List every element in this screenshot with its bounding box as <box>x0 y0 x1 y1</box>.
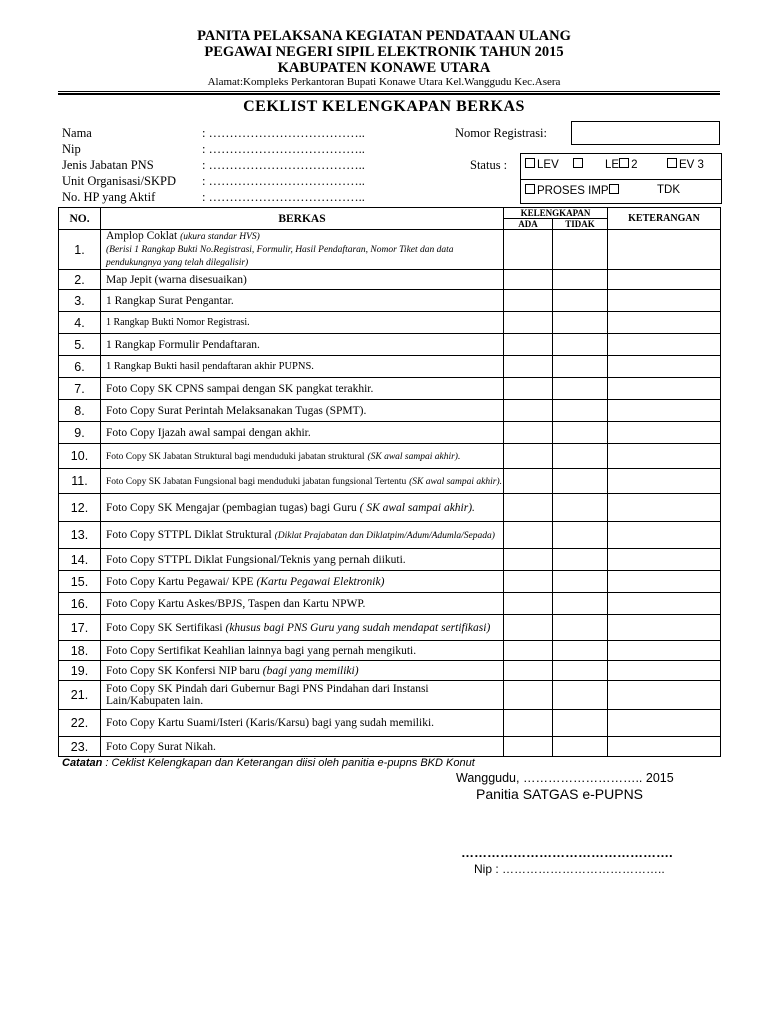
row-number: 16. <box>59 593 101 615</box>
row-number: 19. <box>59 661 101 681</box>
status-options-box <box>520 153 722 204</box>
cell-tidak[interactable] <box>553 661 608 681</box>
cell-tidak[interactable] <box>553 593 608 615</box>
table-row <box>59 230 721 270</box>
field-value-jenis-jabatan[interactable]: : ……………………………….. <box>202 158 365 172</box>
row-number: 14. <box>59 549 101 571</box>
row-number: 2. <box>59 270 101 290</box>
row-berkas: Foto Copy SK Jabatan Fungsional bagi menduduki jabatan fungsional Tertentu (SK awal sampai akhir). <box>101 469 504 494</box>
cell-ada[interactable] <box>504 290 553 312</box>
cell-tidak[interactable] <box>553 290 608 312</box>
table-row <box>59 334 721 356</box>
cell-keterangan[interactable] <box>608 641 721 661</box>
row-number: 8. <box>59 400 101 422</box>
status-option-lev1[interactable]: LEV <box>525 158 559 171</box>
cell-ada[interactable] <box>504 444 553 469</box>
row-berkas: Foto Copy STTPL Diklat Fungsional/Teknis yang pernah diikuti. <box>101 549 504 571</box>
cell-keterangan[interactable] <box>608 334 721 356</box>
cell-ada[interactable] <box>504 661 553 681</box>
table-row <box>59 270 721 290</box>
status-option-proses-impasing[interactable]: PROSES IMP <box>525 184 621 197</box>
cell-tidak[interactable] <box>553 549 608 571</box>
cell-ada[interactable] <box>504 571 553 593</box>
row-berkas: Foto Copy Sertifikat Keahlian lainnya bagi yang pernah mengikuti. <box>101 641 504 661</box>
table-row <box>59 710 721 737</box>
row-berkas: Foto Copy Ijazah awal sampai dengan akhir. <box>101 422 504 444</box>
cell-tidak[interactable] <box>553 571 608 593</box>
cell-keterangan[interactable] <box>608 593 721 615</box>
registrasi-label: Nomor Registrasi: <box>455 126 548 140</box>
cell-keterangan[interactable] <box>608 681 721 710</box>
col-header-keterangan: KETERANGAN <box>608 208 721 230</box>
row-number: 11. <box>59 469 101 494</box>
row-number: 3. <box>59 290 101 312</box>
row-number: 9. <box>59 422 101 444</box>
table-row <box>59 378 721 400</box>
row-berkas: 1 Rangkap Bukti hasil pendaftaran akhir PUPNS. <box>101 356 504 378</box>
cell-keterangan[interactable] <box>608 270 721 290</box>
registrasi-input-box[interactable] <box>571 121 720 145</box>
cell-keterangan[interactable] <box>608 469 721 494</box>
cell-ada[interactable] <box>504 270 553 290</box>
row-number: 17. <box>59 615 101 641</box>
field-value-no-hp[interactable]: : ……………………………….. <box>202 190 365 204</box>
header-divider <box>58 91 720 92</box>
row-berkas: Foto Copy SK Konfersi NIP baru (bagi yang memiliki) <box>101 661 504 681</box>
checkbox-icon <box>619 158 629 168</box>
row-berkas: Foto Copy Kartu Askes/BPJS, Taspen dan Kartu NPWP. <box>101 593 504 615</box>
row-number: 15. <box>59 571 101 593</box>
cell-tidak[interactable] <box>553 312 608 334</box>
cell-keterangan[interactable] <box>608 522 721 549</box>
col-header-kelengkapan: KELENGKAPAN <box>504 208 608 219</box>
checkbox-icon <box>525 184 535 194</box>
table-row <box>59 422 721 444</box>
cell-keterangan[interactable] <box>608 737 721 757</box>
table-row <box>59 641 721 661</box>
col-header-ada: ADA <box>504 219 553 230</box>
table-row <box>59 469 721 494</box>
row-berkas: Foto Copy STTPL Diklat Struktural (Diklat Prajabatan dan Diklatpim/Adum/Adumla/Sepada) <box>101 522 504 549</box>
cell-keterangan[interactable] <box>608 615 721 641</box>
field-label-nama: Nama <box>62 126 92 140</box>
table-row <box>59 494 721 522</box>
cell-tidak[interactable] <box>553 469 608 494</box>
cell-keterangan[interactable] <box>608 422 721 444</box>
cell-keterangan[interactable] <box>608 378 721 400</box>
signer-nip: Nip : ………………………………….. <box>474 862 665 876</box>
table-row <box>59 312 721 334</box>
field-label-no-hp: No. HP yang Aktif <box>62 190 156 204</box>
cell-ada[interactable] <box>504 400 553 422</box>
status-label: Status : <box>470 158 508 172</box>
row-number: 22. <box>59 710 101 737</box>
row-number: 1. <box>59 230 101 270</box>
org-title-line2: PEGAWAI NEGERI SIPIL ELEKTRONIK TAHUN 2015 <box>204 44 564 60</box>
row-number: 21. <box>59 681 101 710</box>
cell-tidak[interactable] <box>553 641 608 661</box>
row-berkas: Foto Copy SK Pindah dari Gubernur Bagi PNS Pindahan dari Instansi Lain/Kabupaten lain. <box>101 681 504 710</box>
cell-keterangan[interactable] <box>608 710 721 737</box>
table-row <box>59 549 721 571</box>
field-label-unit-organisasi: Unit Organisasi/SKPD <box>62 174 177 188</box>
table-row <box>59 737 721 757</box>
cell-tidak[interactable] <box>553 737 608 757</box>
cell-tidak[interactable] <box>553 356 608 378</box>
field-value-nama[interactable]: : ……………………………….. <box>202 126 365 140</box>
table-row <box>59 356 721 378</box>
row-number: 23. <box>59 737 101 757</box>
col-header-no: NO. <box>59 208 101 230</box>
row-number: 13. <box>59 522 101 549</box>
cell-ada[interactable] <box>504 422 553 444</box>
signature-line: …………………………………………. <box>461 845 673 860</box>
status-option-tdk[interactable]: TDK <box>657 184 680 196</box>
row-number: 18. <box>59 641 101 661</box>
cell-tidak[interactable] <box>553 494 608 522</box>
document-title: CEKLIST KELENGKAPAN BERKAS <box>243 98 525 115</box>
table-row <box>59 444 721 469</box>
row-number: 5. <box>59 334 101 356</box>
cell-ada[interactable] <box>504 641 553 661</box>
org-title-line1: PANITA PELAKSANA KEGIATAN PENDATAAN ULANG <box>197 28 571 44</box>
cell-ada[interactable] <box>504 312 553 334</box>
cell-tidak[interactable] <box>553 710 608 737</box>
cell-ada[interactable] <box>504 710 553 737</box>
row-berkas: Foto Copy Surat Perintah Melaksanakan Tugas (SPMT). <box>101 400 504 422</box>
table-row <box>59 681 721 710</box>
cell-tidak[interactable] <box>553 230 608 270</box>
cell-tidak[interactable] <box>553 378 608 400</box>
cell-ada[interactable] <box>504 615 553 641</box>
cell-keterangan[interactable] <box>608 661 721 681</box>
status-option-checkbox-a[interactable] <box>573 158 585 171</box>
cell-tidak[interactable] <box>553 270 608 290</box>
cell-ada[interactable] <box>504 356 553 378</box>
cell-keterangan[interactable] <box>608 290 721 312</box>
cell-keterangan[interactable] <box>608 571 721 593</box>
row-berkas: Map Jepit (warna disesuaikan) <box>101 270 504 290</box>
cell-keterangan[interactable] <box>608 400 721 422</box>
cell-keterangan[interactable] <box>608 312 721 334</box>
row-number: 12. <box>59 494 101 522</box>
status-box-divider <box>521 179 721 180</box>
col-header-berkas: BERKAS <box>101 208 504 230</box>
checkbox-icon <box>573 158 583 168</box>
cell-keterangan[interactable] <box>608 356 721 378</box>
cell-keterangan[interactable] <box>608 230 721 270</box>
status-option-lev2[interactable]: LE 2 <box>605 159 638 171</box>
cell-tidak[interactable] <box>553 522 608 549</box>
cell-ada[interactable] <box>504 334 553 356</box>
cell-tidak[interactable] <box>553 444 608 469</box>
row-berkas: Foto Copy Kartu Pegawai/ KPE (Kartu Pegawai Elektronik) <box>101 571 504 593</box>
checklist-table <box>58 207 721 757</box>
row-berkas: Foto Copy SK CPNS sampai dengan SK pangkat terakhir. <box>101 378 504 400</box>
row-berkas: Foto Copy Surat Nikah. <box>101 737 504 757</box>
row-number: 4. <box>59 312 101 334</box>
row-berkas: Foto Copy SK Mengajar (pembagian tugas) bagi Guru ( SK awal sampai akhir). <box>101 494 504 522</box>
signer-title: Panitia SATGAS e-PUPNS <box>476 786 644 802</box>
cell-tidak[interactable] <box>553 681 608 710</box>
table-row <box>59 661 721 681</box>
row-berkas: Foto Copy Kartu Suami/Isteri (Karis/Karsu) bagi yang sudah memiliki. <box>101 710 504 737</box>
row-berkas: Foto Copy SK Jabatan Struktural bagi menduduki jabatan struktural (SK awal sampai akhir). <box>101 444 504 469</box>
row-berkas: Amplop Coklat (ukura standar HVS) (Berisi 1 Rangkap Bukti No.Registrasi, Formulir, Hasil Pendaftaran, Nomor Tiket dan data pendukungnya yang telah dilegalisir) <box>101 230 504 270</box>
cell-ada[interactable] <box>504 494 553 522</box>
field-value-unit-organisasi[interactable]: : ……………………………….. <box>202 174 365 188</box>
checkbox-icon <box>667 158 677 168</box>
table-row <box>59 571 721 593</box>
table-row <box>59 522 721 549</box>
checkbox-icon <box>525 158 535 168</box>
cell-tidak[interactable] <box>553 422 608 444</box>
header-divider-thick <box>58 93 720 95</box>
cell-ada[interactable] <box>504 549 553 571</box>
field-label-nip: Nip <box>62 142 81 156</box>
cell-ada[interactable] <box>504 469 553 494</box>
status-option-lev3[interactable]: EV 3 <box>667 158 704 171</box>
table-row <box>59 593 721 615</box>
checkbox-icon <box>609 184 619 194</box>
cell-ada[interactable] <box>504 681 553 710</box>
cell-keterangan[interactable] <box>608 444 721 469</box>
row-number: 7. <box>59 378 101 400</box>
row-berkas: Foto Copy SK Sertifikasi (khusus bagi PNS Guru yang sudah mendapat sertifikasi) <box>101 615 504 641</box>
cell-ada[interactable] <box>504 522 553 549</box>
cell-keterangan[interactable] <box>608 494 721 522</box>
field-label-jenis-jabatan: Jenis Jabatan PNS <box>62 158 154 172</box>
row-berkas: 1 Rangkap Bukti Nomor Registrasi. <box>101 312 504 334</box>
date-line: Wanggudu, ……………………….. 2015 <box>456 771 674 785</box>
row-number: 6. <box>59 356 101 378</box>
org-title-line3: KABUPATEN KONAWE UTARA <box>277 60 491 76</box>
col-header-tidak: TIDAK <box>553 219 608 230</box>
cell-tidak[interactable] <box>553 615 608 641</box>
cell-ada[interactable] <box>504 593 553 615</box>
cell-tidak[interactable] <box>553 334 608 356</box>
row-berkas: 1 Rangkap Surat Pengantar. <box>101 290 504 312</box>
table-row <box>59 615 721 641</box>
row-berkas: 1 Rangkap Formulir Pendaftaran. <box>101 334 504 356</box>
table-row <box>59 400 721 422</box>
cell-tidak[interactable] <box>553 400 608 422</box>
cell-ada[interactable] <box>504 378 553 400</box>
field-value-nip[interactable]: : ……………………………….. <box>202 142 365 156</box>
cell-keterangan[interactable] <box>608 549 721 571</box>
cell-ada[interactable] <box>504 737 553 757</box>
org-address: Alamat:Kompleks Perkantoran Bupati Konawe Utara Kel.Wanggudu Kec.Asera <box>207 76 561 88</box>
row-number: 10. <box>59 444 101 469</box>
catatan-note: Catatan : Ceklist Kelengkapan dan Keterangan diisi oleh panitia e-pupns BKD Konut <box>62 757 475 769</box>
cell-ada[interactable] <box>504 230 553 270</box>
table-row <box>59 290 721 312</box>
